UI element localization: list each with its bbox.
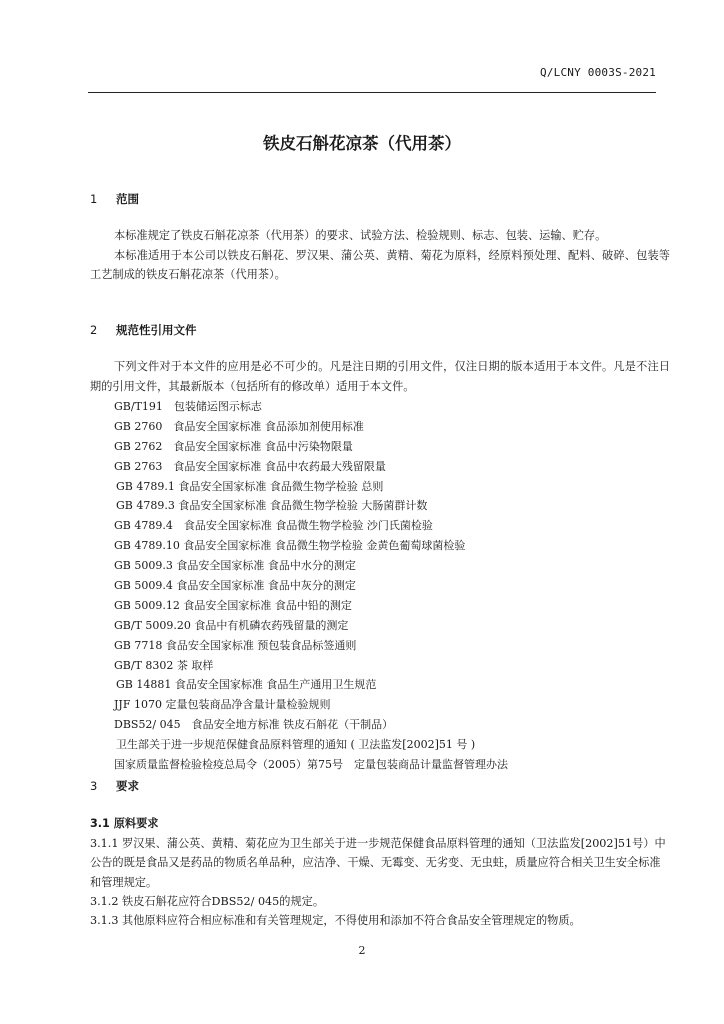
- section-title: 范围: [116, 192, 139, 206]
- reference-item: GB 14881 食品安全国家标准 食品生产通用卫生规范: [116, 678, 377, 692]
- section-1-heading: [90, 191, 139, 207]
- header-rule: [88, 92, 656, 93]
- reference-item: GB 5009.12 食品安全国家标准 食品中铅的测定: [114, 598, 352, 612]
- reference-item: GB 5009.3 食品安全国家标准 食品中水分的测定: [114, 559, 356, 573]
- requirements-list: [90, 834, 670, 930]
- subsection-3-1-heading: 3.1 原料要求: [90, 817, 159, 830]
- reference-list: [114, 397, 508, 775]
- reference-item: 卫生部关于进一步规范保健食品原料管理的通知 ( 卫法监发[2002]51 号 ): [116, 738, 476, 752]
- section-number: 1: [90, 192, 98, 206]
- requirement-item: 3.1.3 其他原料应符合相应标准和有关管理规定，不得使用和添加不符合食品安全管理规定的物质。: [90, 914, 581, 928]
- reference-item: GB 5009.4 食品安全国家标准 食品中灰分的测定: [114, 579, 356, 593]
- reference-item: GB 4789.1 食品安全国家标准 食品微生物学检验 总则: [116, 479, 384, 493]
- reference-item: GB/T 8302 茶 取样: [114, 658, 214, 672]
- document-code: Q/LCNY 0003S-2021: [540, 66, 656, 79]
- section-2-heading: [90, 322, 197, 338]
- reference-item: GB/T 5009.20 食品中有机磷农药残留量的测定: [114, 618, 349, 632]
- reference-item: GB 7718 食品安全国家标准 预包装食品标签通则: [114, 638, 357, 652]
- reference-item: GB 4789.3 食品安全国家标准 食品微生物学检验 大肠菌群计数: [116, 499, 428, 513]
- reference-item: GB 4789.10 食品安全国家标准 食品微生物学检验 金黄色葡萄球菌检验: [114, 539, 466, 553]
- reference-item: GB 2762 食品安全国家标准 食品中污染物限量: [114, 439, 353, 453]
- paragraph: 本标准规定了铁皮石斛花凉茶（代用茶）的要求、试验方法、检验规则、标志、包装、运输、贮存。: [114, 229, 607, 242]
- document-title: 铁皮石斛花凉茶（代用茶）: [263, 134, 461, 153]
- reference-item: GB 2760 食品安全国家标准 食品添加剂使用标准: [114, 419, 364, 433]
- requirement-item: 3.1.2 铁皮石斛花应符合DBS52/ 045的规定。: [90, 894, 325, 908]
- section-1-body: [90, 226, 670, 285]
- paragraph: 下列文件对于本文件的应用是必不可少的。凡是注日期的引用文件，仅注日期的版本适用于本文件。凡是不注日期的引用文件，其最新版本（包括所有的修改单）适用于本文件。: [90, 360, 670, 393]
- section-title: 要求: [116, 779, 139, 793]
- requirement-item: 3.1.1 罗汉果、蒲公英、黄精、菊花应为卫生部关于进一步规范保健食品原料管理的通知（卫法监发[2002]51号）中公告的既是食品又是药品的物质名单品种，应洁净、干燥、无霉变、无劣变、无虫蛀，质量应符合相关卫生安全标准和管理规定。: [90, 837, 666, 889]
- reference-item: JJF 1070 定量包装商品净含量计量检验规则: [114, 698, 331, 712]
- section-2-intro: [90, 357, 670, 396]
- reference-item: GB/T191 包装储运图示标志: [114, 400, 262, 413]
- section-3-heading: [90, 778, 139, 794]
- page-number: 2: [358, 944, 366, 957]
- reference-item: GB 4789.4 食品安全国家标准 食品微生物学检验 沙门氏菌检验: [114, 519, 433, 533]
- reference-item: 国家质量监督检验检疫总局令（2005）第75号 定量包装商品计量监督管理办法: [114, 758, 508, 772]
- reference-item: DBS52/ 045 食品安全地方标准 铁皮石斛花（干制品）: [114, 718, 394, 732]
- section-number: 3: [90, 779, 98, 793]
- section-title: 规范性引用文件: [116, 323, 197, 337]
- reference-item: GB 2763 食品安全国家标准 食品中农药最大残留限量: [114, 459, 386, 473]
- paragraph: 本标准适用于本公司以铁皮石斛花、罗汉果、蒲公英、黄精、菊花为原料，经原料预处理、配料、破碎、包装等工艺制成的铁皮石斛花凉茶（代用茶）。: [90, 248, 670, 281]
- section-number: 2: [90, 323, 98, 337]
